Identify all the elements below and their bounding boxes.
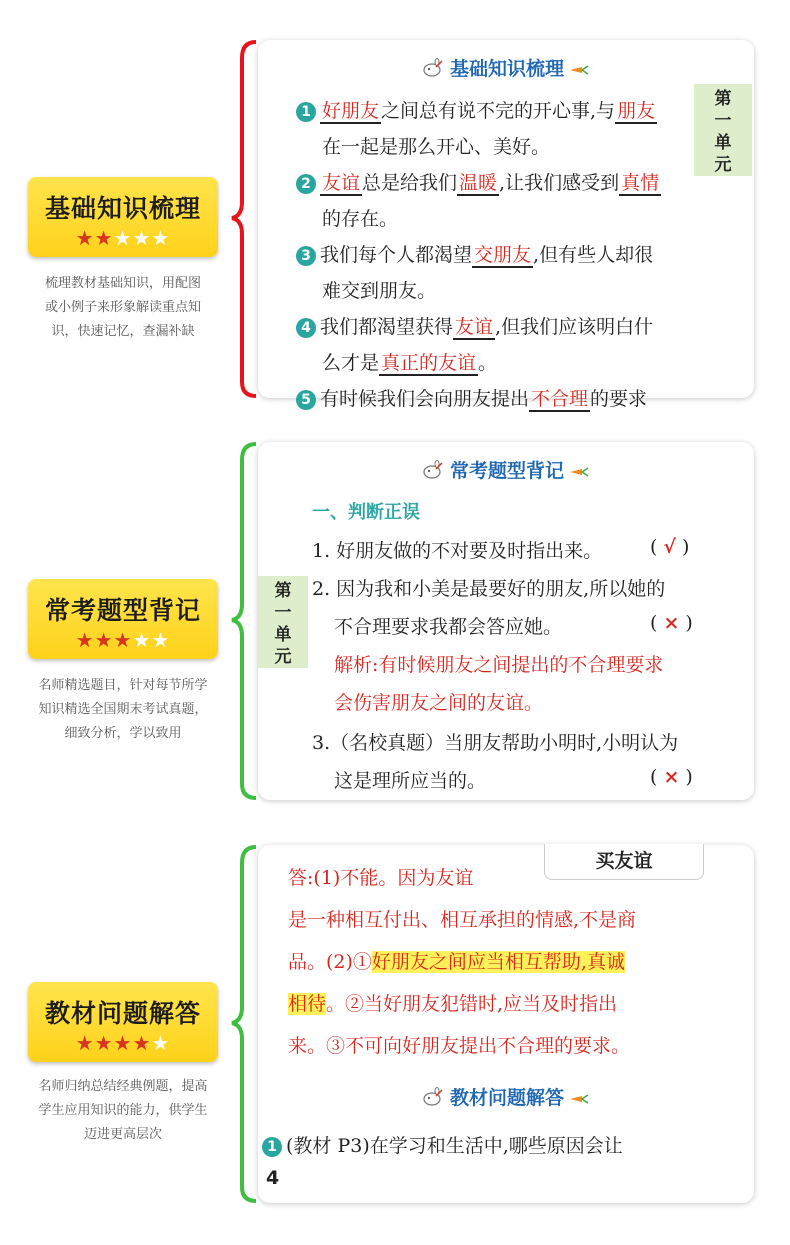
star-icon: ★ bbox=[94, 226, 114, 250]
rabbit-icon bbox=[422, 461, 444, 479]
star-icon: ★ bbox=[113, 1031, 133, 1055]
star-icon: ★ bbox=[75, 628, 95, 652]
badge-common-questions bbox=[28, 579, 218, 659]
question-1: 1. 好朋友做的不对要及时指出来。 bbox=[312, 540, 603, 562]
desc-line: 名师精选题目，针对每节所学 bbox=[38, 678, 208, 693]
card-title: 教材问题解答 bbox=[449, 1087, 564, 1109]
carrot-icon bbox=[568, 466, 590, 478]
question-3: 3.（名校真题）当朋友帮助小明时,小明认为 bbox=[312, 732, 679, 754]
star-icon: ★ bbox=[132, 226, 152, 250]
knowledge-item-1-cont: 在一起是那么开心、美好。 bbox=[322, 136, 551, 158]
star-icon: ★ bbox=[151, 1031, 171, 1055]
answer-line: 是一种相互付出、相互承担的情感,不是商 bbox=[288, 909, 637, 931]
number-badge: 1 bbox=[262, 1137, 282, 1157]
unit-tab: 第 一 单 元 bbox=[258, 576, 308, 668]
card-header bbox=[258, 456, 754, 483]
question-2-cont: 不合理要求我都会答应她。 bbox=[334, 616, 563, 638]
star-icon: ★ bbox=[113, 628, 133, 652]
star-rating bbox=[28, 1032, 218, 1054]
number-badge: 2 bbox=[296, 174, 316, 194]
card-common-questions bbox=[258, 442, 754, 800]
number-badge: 1 bbox=[296, 102, 316, 122]
number-badge: 3 bbox=[296, 246, 316, 266]
star-icon: ★ bbox=[113, 226, 133, 250]
number-badge: 4 bbox=[296, 318, 316, 338]
answer-line: 答:(1)不能。因为友谊 bbox=[288, 867, 474, 889]
knowledge-item-1: 1 好朋友 之间总有说不完的开心事,与 朋友 bbox=[296, 96, 657, 123]
card-title: 常考题型背记 bbox=[449, 460, 564, 482]
badge-description bbox=[28, 1075, 218, 1147]
desc-line: 名师归纳总结经典例题，提高 bbox=[38, 1079, 208, 1094]
answer-line: 来。③不可向好朋友提出不合理的要求。 bbox=[288, 1035, 631, 1057]
star-icon: ★ bbox=[75, 1031, 95, 1055]
page-number: 4 bbox=[266, 1167, 280, 1189]
question-type-heading: 一、判断正误 bbox=[312, 502, 420, 523]
desc-line: 或小例子来形象解读重点知 bbox=[44, 300, 201, 315]
badge-textbook-answers bbox=[28, 982, 218, 1062]
card-basic-knowledge bbox=[258, 40, 754, 410]
carrot-icon bbox=[568, 64, 590, 76]
badge-title: 基础知识梳理 bbox=[44, 194, 201, 223]
number-badge: 5 bbox=[296, 390, 316, 410]
card-header bbox=[258, 54, 754, 81]
section-textbook-answers bbox=[0, 845, 790, 1205]
knowledge-item-2: 2 友谊 总是给我们 温暖 ,让我们感受到 真情 bbox=[296, 168, 661, 195]
section-basic-knowledge bbox=[0, 40, 790, 410]
star-icon: ★ bbox=[132, 628, 152, 652]
star-rating bbox=[28, 227, 218, 249]
unit-tab: 第 一 单 元 bbox=[694, 84, 752, 176]
answer-line: 相待。②当好朋友犯错时,应当及时指出 bbox=[288, 993, 618, 1015]
desc-line: 学生应用知识的能力，供学生 bbox=[38, 1103, 208, 1118]
rabbit-icon bbox=[422, 1088, 444, 1106]
desc-line: 迈进更高层次 bbox=[83, 1127, 162, 1142]
card-title: 基础知识梳理 bbox=[449, 58, 564, 80]
carrot-icon bbox=[568, 1093, 590, 1105]
star-icon: ★ bbox=[151, 628, 171, 652]
desc-line: 细致分析，学以致用 bbox=[64, 726, 182, 741]
card-textbook-answers bbox=[258, 845, 754, 1203]
badge-basic-knowledge bbox=[28, 177, 218, 257]
star-icon: ★ bbox=[94, 628, 114, 652]
desc-line: 梳理教材基础知识，用配图 bbox=[44, 276, 201, 291]
answer-mark-2: ( × ) bbox=[650, 612, 693, 634]
star-icon: ★ bbox=[132, 1031, 152, 1055]
knowledge-item-4-cont: 么才是 真正的友谊 。 bbox=[322, 352, 498, 374]
badge-title: 常考题型背记 bbox=[44, 596, 201, 625]
badge-title: 教材问题解答 bbox=[44, 999, 201, 1028]
section-common-questions bbox=[0, 442, 790, 802]
explanation: 解析:有时候朋友之间提出的不合理要求 bbox=[334, 654, 664, 676]
knowledge-item-4: 4 我们都渴望获得 友谊 ,但我们应该明白什 bbox=[296, 312, 653, 339]
knowledge-item-3: 3 我们每个人都渴望 交朋友 ,但有些人却很 bbox=[296, 240, 653, 267]
knowledge-item-2-cont: 的存在。 bbox=[322, 208, 399, 230]
star-rating bbox=[28, 629, 218, 651]
star-icon: ★ bbox=[94, 1031, 114, 1055]
explanation-cont: 会伤害朋友之间的友谊。 bbox=[334, 692, 544, 714]
question-3-cont: 这是理所应当的。 bbox=[334, 770, 487, 792]
rabbit-icon bbox=[422, 59, 444, 77]
desc-line: 知识精选全国期末考试真题， bbox=[38, 702, 208, 717]
story-title-tab: 买友谊 bbox=[544, 844, 704, 880]
answer-mark-3: ( × ) bbox=[650, 766, 693, 788]
answer-mark-1: ( √ ) bbox=[650, 536, 690, 558]
knowledge-item-3-cont: 难交到朋友。 bbox=[322, 280, 437, 302]
badge-description bbox=[28, 674, 218, 746]
star-icon: ★ bbox=[75, 226, 95, 250]
card-header bbox=[258, 1083, 754, 1110]
highlighted-text: 相待 bbox=[288, 993, 327, 1015]
star-icon: ★ bbox=[151, 226, 171, 250]
desc-line: 识，快速记忆，查漏补缺 bbox=[51, 324, 195, 339]
highlighted-text: 好朋友之间应当相互帮助,真诚 bbox=[371, 951, 625, 973]
textbook-question-1: 1 (教材 P3)在学习和生活中,哪些原因会让 bbox=[262, 1131, 623, 1158]
answer-line: 品。(2)①好朋友之间应当相互帮助,真诚 bbox=[288, 951, 625, 973]
question-2: 2. 因为我和小美是最要好的朋友,所以她的 bbox=[312, 578, 666, 600]
badge-description bbox=[28, 272, 218, 344]
knowledge-item-5: 5 有时候我们会向朋友提出 不合理 的要求 bbox=[296, 384, 647, 411]
